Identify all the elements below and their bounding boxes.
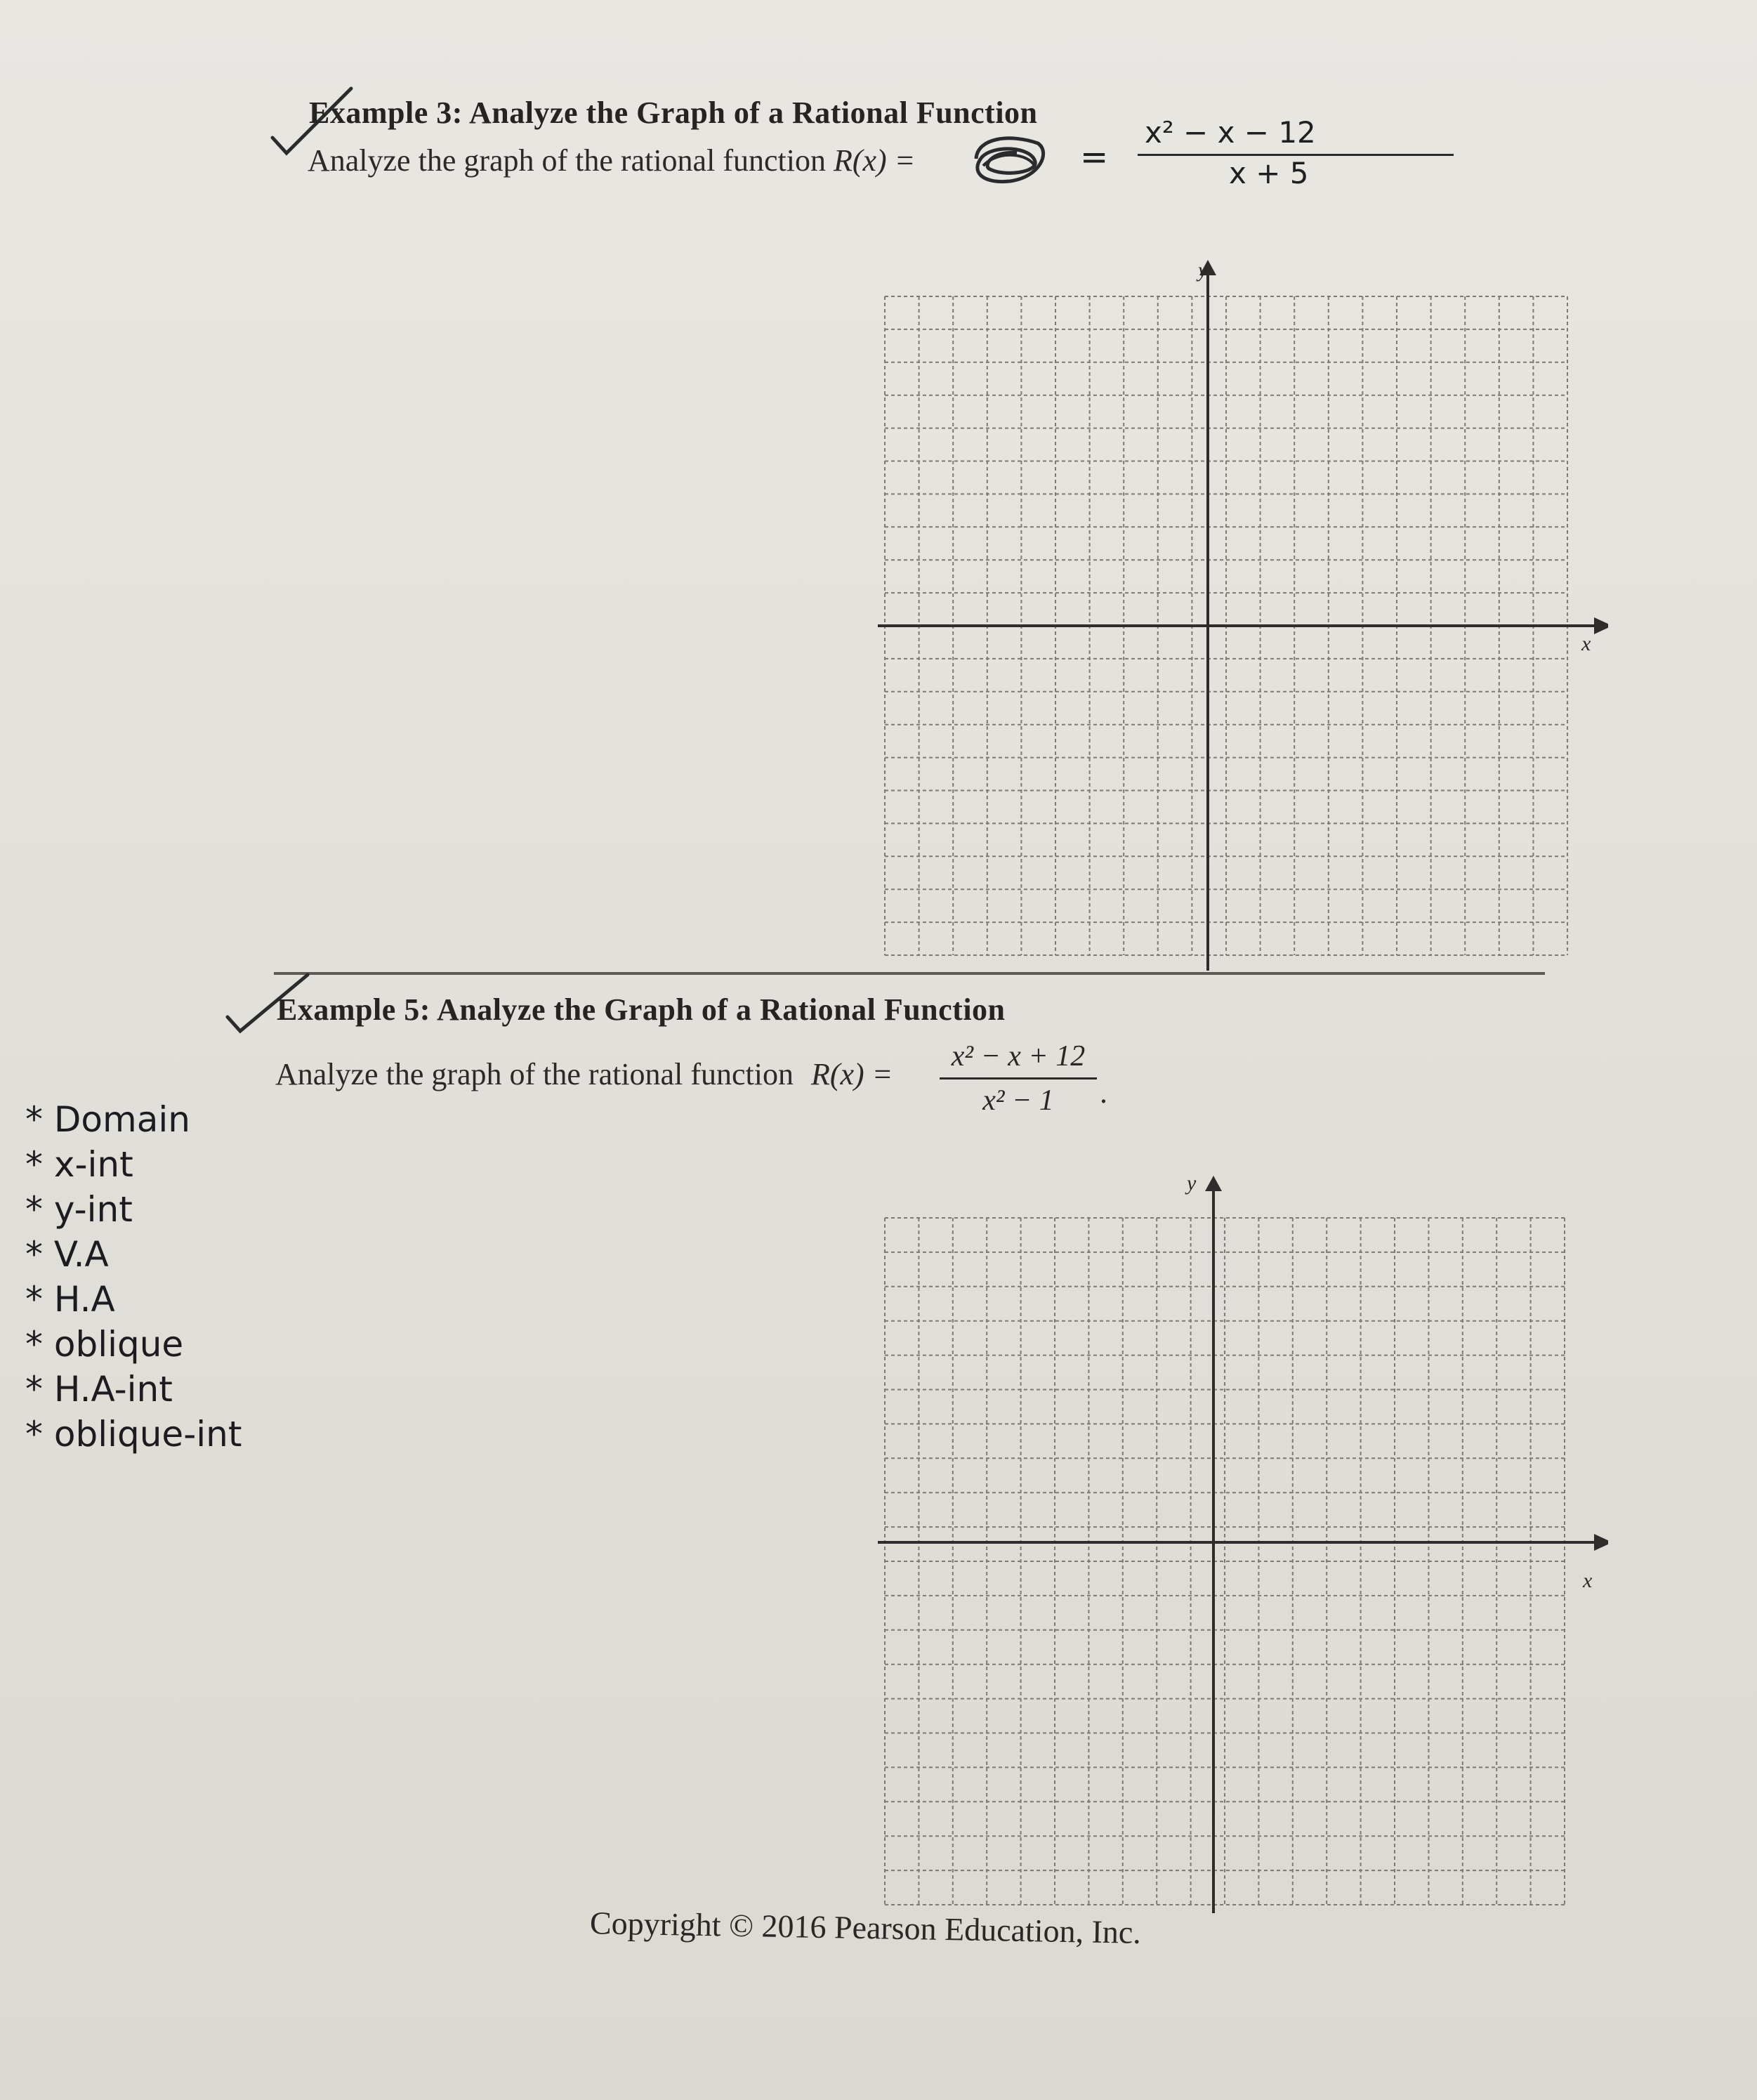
note-item: * x-int xyxy=(25,1144,133,1185)
grid-lines xyxy=(885,1218,1565,1905)
note-item: * V.A xyxy=(25,1234,109,1275)
x-axis-label: x xyxy=(1583,1569,1593,1592)
example5-period: . xyxy=(1100,1075,1107,1110)
x-axis-label: x xyxy=(1581,632,1591,655)
example3-handwritten-equals: = xyxy=(1080,138,1109,177)
x-axis-arrow-icon xyxy=(1594,617,1608,634)
example5-denominator: x² − 1 xyxy=(982,1084,1054,1117)
example5-numerator: x² − x + 12 xyxy=(951,1040,1086,1072)
example5-title: Example 5: Analyze the Graph of a Rational Function xyxy=(277,992,1006,1027)
y-axis-label: y xyxy=(1198,260,1208,282)
example3-handwritten-denominator: x + 5 xyxy=(1229,156,1309,190)
example3-handwritten-fraction xyxy=(1138,115,1454,190)
note-item: * oblique xyxy=(25,1324,184,1365)
handwritten-notes xyxy=(25,1097,242,1457)
note-item: * H.A xyxy=(25,1279,115,1320)
y-axis-arrow-icon xyxy=(1205,1176,1222,1191)
example3-prompt xyxy=(308,143,915,178)
example3-handwritten-numerator: x² − x − 12 xyxy=(1145,115,1316,150)
section-divider xyxy=(274,972,1545,975)
example3-prompt-text: Analyze the graph of the rational function xyxy=(308,143,826,178)
example3-function-lhs: R(x) = xyxy=(833,143,916,178)
example5-function-lhs: R(x) = xyxy=(810,1057,893,1091)
note-item: * Domain xyxy=(25,1099,190,1140)
x-axis-arrow-icon xyxy=(1594,1534,1608,1551)
scribble-icon xyxy=(968,131,1049,187)
note-item: * H.A-int xyxy=(25,1369,173,1410)
note-item: * y-int xyxy=(25,1189,133,1230)
copyright-footer: Copyright © 2016 Pearson Education, Inc. xyxy=(589,1905,1142,1950)
example5-fraction xyxy=(940,1039,1097,1117)
example5-prompt-text: Analyze the graph of the rational function xyxy=(275,1057,794,1091)
fraction-bar xyxy=(940,1077,1097,1079)
example5-prompt xyxy=(275,1056,893,1092)
example3-coordinate-grid xyxy=(878,260,1608,976)
y-axis-label: y xyxy=(1187,1176,1197,1195)
example5-coordinate-grid xyxy=(878,1176,1608,1920)
example3-title: Example 3: Analyze the Graph of a Rational Function xyxy=(309,96,1038,130)
note-item: * oblique-int xyxy=(25,1414,242,1455)
